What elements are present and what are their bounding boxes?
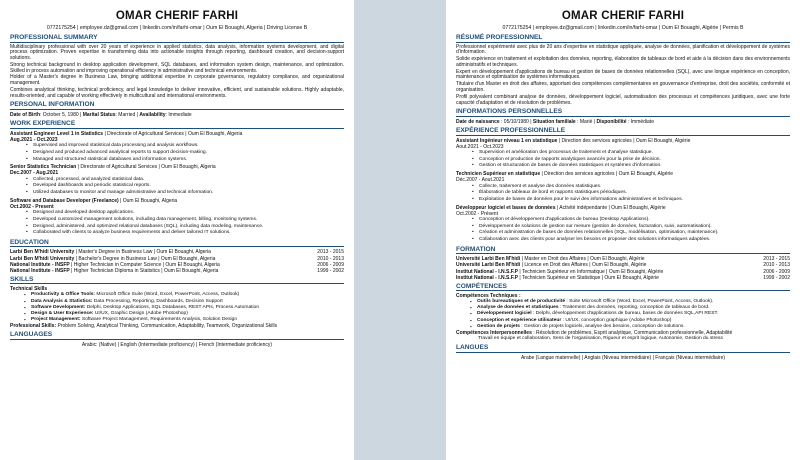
list-item: ▪ Conception et expérience utilisateur : UI/UX, conception graphique (Adobe Photoshop) — [470, 318, 790, 324]
list-item: • Designed, administered, and optimized relational databases (SQL), including data modeling, maintenance. — [26, 224, 344, 231]
resume-name: OMAR CHERIF FARHI — [115, 10, 239, 22]
dob-value: : 05/10/1980 | — [499, 118, 532, 125]
marital-value: : Married | — [115, 111, 138, 118]
job-dates: Oct.2002 - Présent — [456, 210, 498, 217]
education-years: 1999 - 2002 — [763, 274, 790, 281]
marital-label: Situation familiale — [532, 118, 576, 125]
summary-paragraph: Titulaire d'un Master en droit des affaires, apportant des compétences complémentaires en gouvernance d'entreprise, droit des sociétés, conformité et organisation. — [456, 81, 790, 93]
job-bullets — [26, 177, 344, 197]
section-heading-skills: SKILLS — [10, 276, 344, 285]
job-dates: Oct.2002 - Present — [10, 203, 54, 210]
contact-line: 0772175254 | employee.dz@gmail.com | linkedin.com/in/farhi-omar | Oum El Bouaghi, Algérie | Permis B — [502, 25, 744, 31]
professional-skills-continued: Travail en équipe et collaboration, Sens de l'organisation, Rigueur et esprit logique, Autonomie, Gestion du stress — [478, 336, 723, 342]
section-heading-experience: EXPÉRIENCE PROFESSIONNELLE — [456, 127, 790, 136]
list-item: ▪ Gestion de projets : Gestion de projets logiciels, analyse des besoins, conception de solutions. — [470, 324, 790, 330]
list-item: • Designed and produced advanced analytical reports to support decision-making. — [26, 150, 344, 157]
job-title: Développeur logiciel et bases de données — [456, 204, 556, 211]
list-item: ▪ Outils bureautiques et de productivité : Suite Microsoft Office (Word, Excel, PowerPoint, Access, Outlook). — [470, 299, 790, 305]
summary-paragraph: Profil polyvalent combinant analyse de données, développement logiciel, automatisation des processus et compétences juridiques, avec une forte capacité d'adaptation et de résolution de problèmes. — [456, 93, 790, 106]
job-dates: Aug.2021 - Oct.2023 — [10, 136, 58, 143]
list-item: ▪ Design & User Experience: UI/UX, Graphic Design (Adobe Photoshop) — [24, 311, 344, 317]
list-item: • Managed and structured statistical databases and information systems. — [26, 157, 344, 164]
school-name: Larbi Ben M'hidi University — [10, 249, 75, 256]
school-name: National Institute - INSFP — [10, 261, 70, 268]
list-item: • Collaboration avec des clients pour analyser les besoins et proposer des solutions informatiques adaptées. — [472, 237, 790, 244]
section-heading-languages: LANGUES — [456, 344, 790, 353]
skills-list — [470, 299, 790, 329]
availability-value: : Immediate — [165, 111, 192, 118]
list-item: ▪ Data Analysis & Statistics: Data Processing, Reporting, Dashboards, Decision Support — [24, 299, 344, 305]
school-name: Université Larbi Ben M'hidi — [456, 256, 521, 263]
section-heading-skills: COMPÉTENCES — [456, 283, 790, 292]
job-bullets — [472, 150, 790, 170]
job-bullets — [26, 143, 344, 163]
school-name: Université Larbi Ben M'hidi — [456, 262, 521, 269]
list-item: • Supervised and improved statistical data processing and analysis workflows. — [26, 143, 344, 150]
section-heading-personal: PERSONAL INFORMATION — [10, 101, 344, 110]
list-item: • Exploitation de bases de données pour le suivi des informations administratives et techniques. — [472, 197, 790, 204]
list-item: • Supervision et amélioration des processus de traitement et d'analyse statistique. — [472, 150, 790, 157]
list-item: • Utilized databases to monitor and manage administrative and technical information. — [26, 190, 344, 197]
resume-page-english — [0, 0, 354, 460]
skills-list — [24, 292, 344, 322]
dob-value: : October 5, 1980 | — [40, 111, 82, 118]
list-item: ▪ Software Development: Delphi, Desktop Applications, SQL Databases, REST APIs, Process Automation — [24, 305, 344, 311]
list-item: • Conception et production de rapports analytiques avancés pour la prise de décision. — [472, 157, 790, 164]
job-org: | Oum El Bouaghi, Algeria — [118, 197, 178, 204]
list-item: ▪ Productivity & Office Tools: Microsoft Office Suite (Word, Excel, PowerPoint, Access, Outlook) — [24, 292, 344, 298]
job-org: | Direction des services agricoles | Oum El Bouaghi, Algérie — [540, 171, 674, 178]
school-name: Larbi Ben M'hidi University — [10, 255, 75, 262]
marital-label: Marital Status — [82, 111, 116, 118]
summary-paragraph: Strong technical background in desktop application development, SQL databases, and information system design, maintenance, and optimization. Skilled in process automation and improving operational efficiency in administrative and technical environments. — [10, 61, 344, 74]
section-heading-education: EDUCATION — [10, 239, 344, 248]
degree-detail: | Bachelor's Degree in Business Law | Oum El Bouaghi, Algeria — [74, 255, 216, 262]
personal-info-row — [456, 119, 790, 125]
marital-value: : Marié | — [575, 118, 596, 125]
job-org: | Directorate of Agricultural Services | Oum El Bouaghi, Algeria — [103, 130, 243, 137]
job-org: | Directorate of Agricultural Services | Oum El Bouaghi, Algeria — [76, 164, 216, 171]
job-title: Assistant Engineer Level 1 in Statistics — [10, 130, 104, 137]
list-item: • Gestion et structuration de bases de données statistiques et systèmes d'information. — [472, 163, 790, 170]
list-item: • Designed and developed desktop applications. — [26, 210, 344, 217]
summary-paragraph: Combines analytical thinking, technical proficiency, and legal knowledge to deliver innovative, efficient, and sustainable solutions. Highly adaptable, results-oriented, and capable of working effectively in multicultural and international environments. — [10, 86, 344, 99]
degree-detail: | Higher Technician Diploma in Statistics | Oum El Bouaghi, Algeria — [69, 267, 219, 274]
education-years: 2006 - 2009 — [763, 268, 790, 275]
degree-detail: | Licence en Droit des Affaires | Oum El Bouaghi, Algérie — [520, 262, 647, 269]
degree-detail: | Master en Droit des Affaires | Oum El Bouaghi, Algérie — [520, 256, 645, 263]
job-dates: Déc.2007 - Aout.2021 — [456, 177, 505, 184]
school-name: National Institute - INSFP — [10, 267, 70, 274]
languages-line: Arabic: (Native) | English (Intermediate proficiency) | French (Intermediate proficiency) — [81, 341, 273, 348]
job-title: Technicien Supérieur en statistique — [456, 171, 541, 178]
section-heading-summary: PROFESSIONAL SUMMARY — [10, 34, 344, 43]
degree-detail: | Technicien Supérieur en Informatique | Oum El Bouaghi, Algérie — [517, 268, 664, 275]
contact-line: 0772175254 | employee.dz@gmail.com | linkedin.com/in/farhi-omar | Oum El Bouaghi, Algeria | Driving License B — [46, 25, 308, 31]
list-item: • Collecte, traitement et analyse des données statistiques. — [472, 184, 790, 191]
job-bullets — [472, 184, 790, 204]
job-bullets — [26, 210, 344, 237]
list-item: • Conception et développement d'applications de bureau (Desktop Applications). — [472, 217, 790, 224]
list-item: • Élaboration de tableaux de bord et rapports statistiques périodiques. — [472, 190, 790, 197]
degree-detail: | Higher Technician in Computer Science | Oum El Bouaghi, Algeria — [69, 261, 220, 268]
professional-skills: Compétences Interpersonnelles : Résolution de problèmes, Esprit analytique, Communication professionnelle, Adaptabilité — [456, 329, 733, 336]
availability-label: Disponibilité — [596, 118, 627, 125]
job-dates: Aout.2021 - Oct.2023 — [456, 143, 504, 150]
school-name: Institut National - I.N.S.F.P — [456, 274, 518, 281]
job-title: Senior Statistics Technician — [10, 164, 77, 171]
summary-paragraph: Solide expérience en traitement et exploitation des données, reporting, élaboration de tableaux de bord et aide à la décision dans des environnements administratifs et techniques. — [456, 56, 790, 68]
technical-skills-label: Compétences Techniques : — [456, 293, 521, 300]
technical-skills-label: Technical Skills — [10, 286, 48, 293]
list-item: ▪ Analyse de données et statistiques : Traitement des données, reporting, conception de tableaux de bord. — [470, 305, 790, 311]
dob-label: Date de naissance — [456, 118, 500, 125]
summary-paragraph: Professionnel expérimenté avec plus de 20 ans d'expertise en statistique appliquée, analyse de données, planification et développement de systèmes d'information. — [456, 43, 790, 56]
list-item: • Developed customized management solutions, including data management, billing, monitoring systems. — [26, 217, 344, 224]
list-item: • Developed dashboards and periodic statistical reports. — [26, 183, 344, 190]
list-item: • Création et administration de bases de données relationnelles (SQL, modélisation, optimisation, maintenance). — [472, 230, 790, 237]
list-item: ▪ Project Management: Software Project Management, Requirements Analysis, Solution Design — [24, 317, 344, 323]
section-heading-personal: INFORMATIONS PERSONNELLES — [456, 108, 790, 117]
education-row — [456, 275, 790, 281]
resume-page-french — [446, 0, 800, 460]
education-years: 1999 - 2002 — [317, 267, 344, 274]
section-heading-summary: RÉSUMÉ PROFESSIONNEL — [456, 34, 790, 43]
section-heading-education: FORMATION — [456, 246, 790, 255]
dob-label: Date of Birth — [10, 111, 40, 118]
education-row — [10, 268, 344, 274]
list-item: • Collaborated with clients to analyze business requirements and deliver tailored IT solutions. — [26, 230, 344, 237]
availability-label: Availability — [139, 111, 166, 118]
education-years: 2013 - 2015 — [763, 256, 790, 263]
education-years: 2010 - 2013 — [317, 255, 344, 262]
availability-value: : Immédiate — [626, 118, 654, 125]
job-org: | Activité indépendante | Oum El Bouaghi, Algérie — [555, 204, 666, 211]
professional-skills: Professional Skills: Problem Solving, Analytical Thinking, Communication, Adaptability, Teamwork, Organizational Skills — [10, 322, 278, 329]
languages-line: Arabe (Langue maternelle) | Anglais (Niveau intermédiaire) | Français (Niveau intermédiaire) — [520, 354, 726, 361]
education-years: 2010 - 2013 — [763, 262, 790, 269]
school-name: Institut National - I.N.S.F.P — [456, 268, 518, 275]
section-heading-languages: LANGUAGES — [10, 331, 344, 340]
job-org: | Direction des services agricoles | Oum El Bouaghi, Algérie — [557, 137, 691, 144]
list-item: • Développement de solutions de gestion sur mesure (gestion de données, facturation, suivi, automatisation). — [472, 224, 790, 231]
section-heading-experience: WORK EXPERIENCE — [10, 120, 344, 129]
summary-paragraph: Holder of a Master's degree in Business Law, bringing additional expertise in corporate governance, regulatory compliance, and organizational management. — [10, 74, 344, 87]
job-bullets — [472, 217, 790, 244]
list-item: ▪ Développement logiciel : Delphi, développement d'applications de bureau, bases de données SQL,API REST. — [470, 311, 790, 317]
degree-detail: | Technicien Supérieur en Statistique | Oum El Bouaghi, Algérie — [517, 274, 659, 281]
job-title: Assistant Ingénieur niveau 1 en statistique — [456, 137, 558, 144]
summary-paragraph: Multidisciplinary professional with over 20 years of experience in applied statistics, data analysis, information systems development, and digital process optimization. Proven expertise in transforming data into actionable insights through reporting, dashboard creation, and decision-support solutions. — [10, 43, 344, 61]
job-dates: Dec.2007 - Aug.2021 — [10, 170, 59, 177]
education-years: 2013 - 2015 — [317, 249, 344, 256]
education-years: 2006 - 2009 — [317, 261, 344, 268]
personal-info-row — [10, 112, 344, 118]
summary-paragraph: Expert en développement d'applications de bureau et gestion de bases de données relationnelles (SQL), avec une longue expérience en conception, maintenance et optimisation de systèmes informatiques. — [456, 68, 790, 81]
resume-name: OMAR CHERIF FARHI — [561, 10, 685, 22]
degree-detail: | Master's Degree in Business Law | Oum El Bouaghi, Algeria — [74, 249, 211, 256]
job-title: Software and Database Developer (Freelance) — [10, 197, 119, 204]
list-item: • Collected, processed, and analyzed statistical data. — [26, 177, 344, 184]
